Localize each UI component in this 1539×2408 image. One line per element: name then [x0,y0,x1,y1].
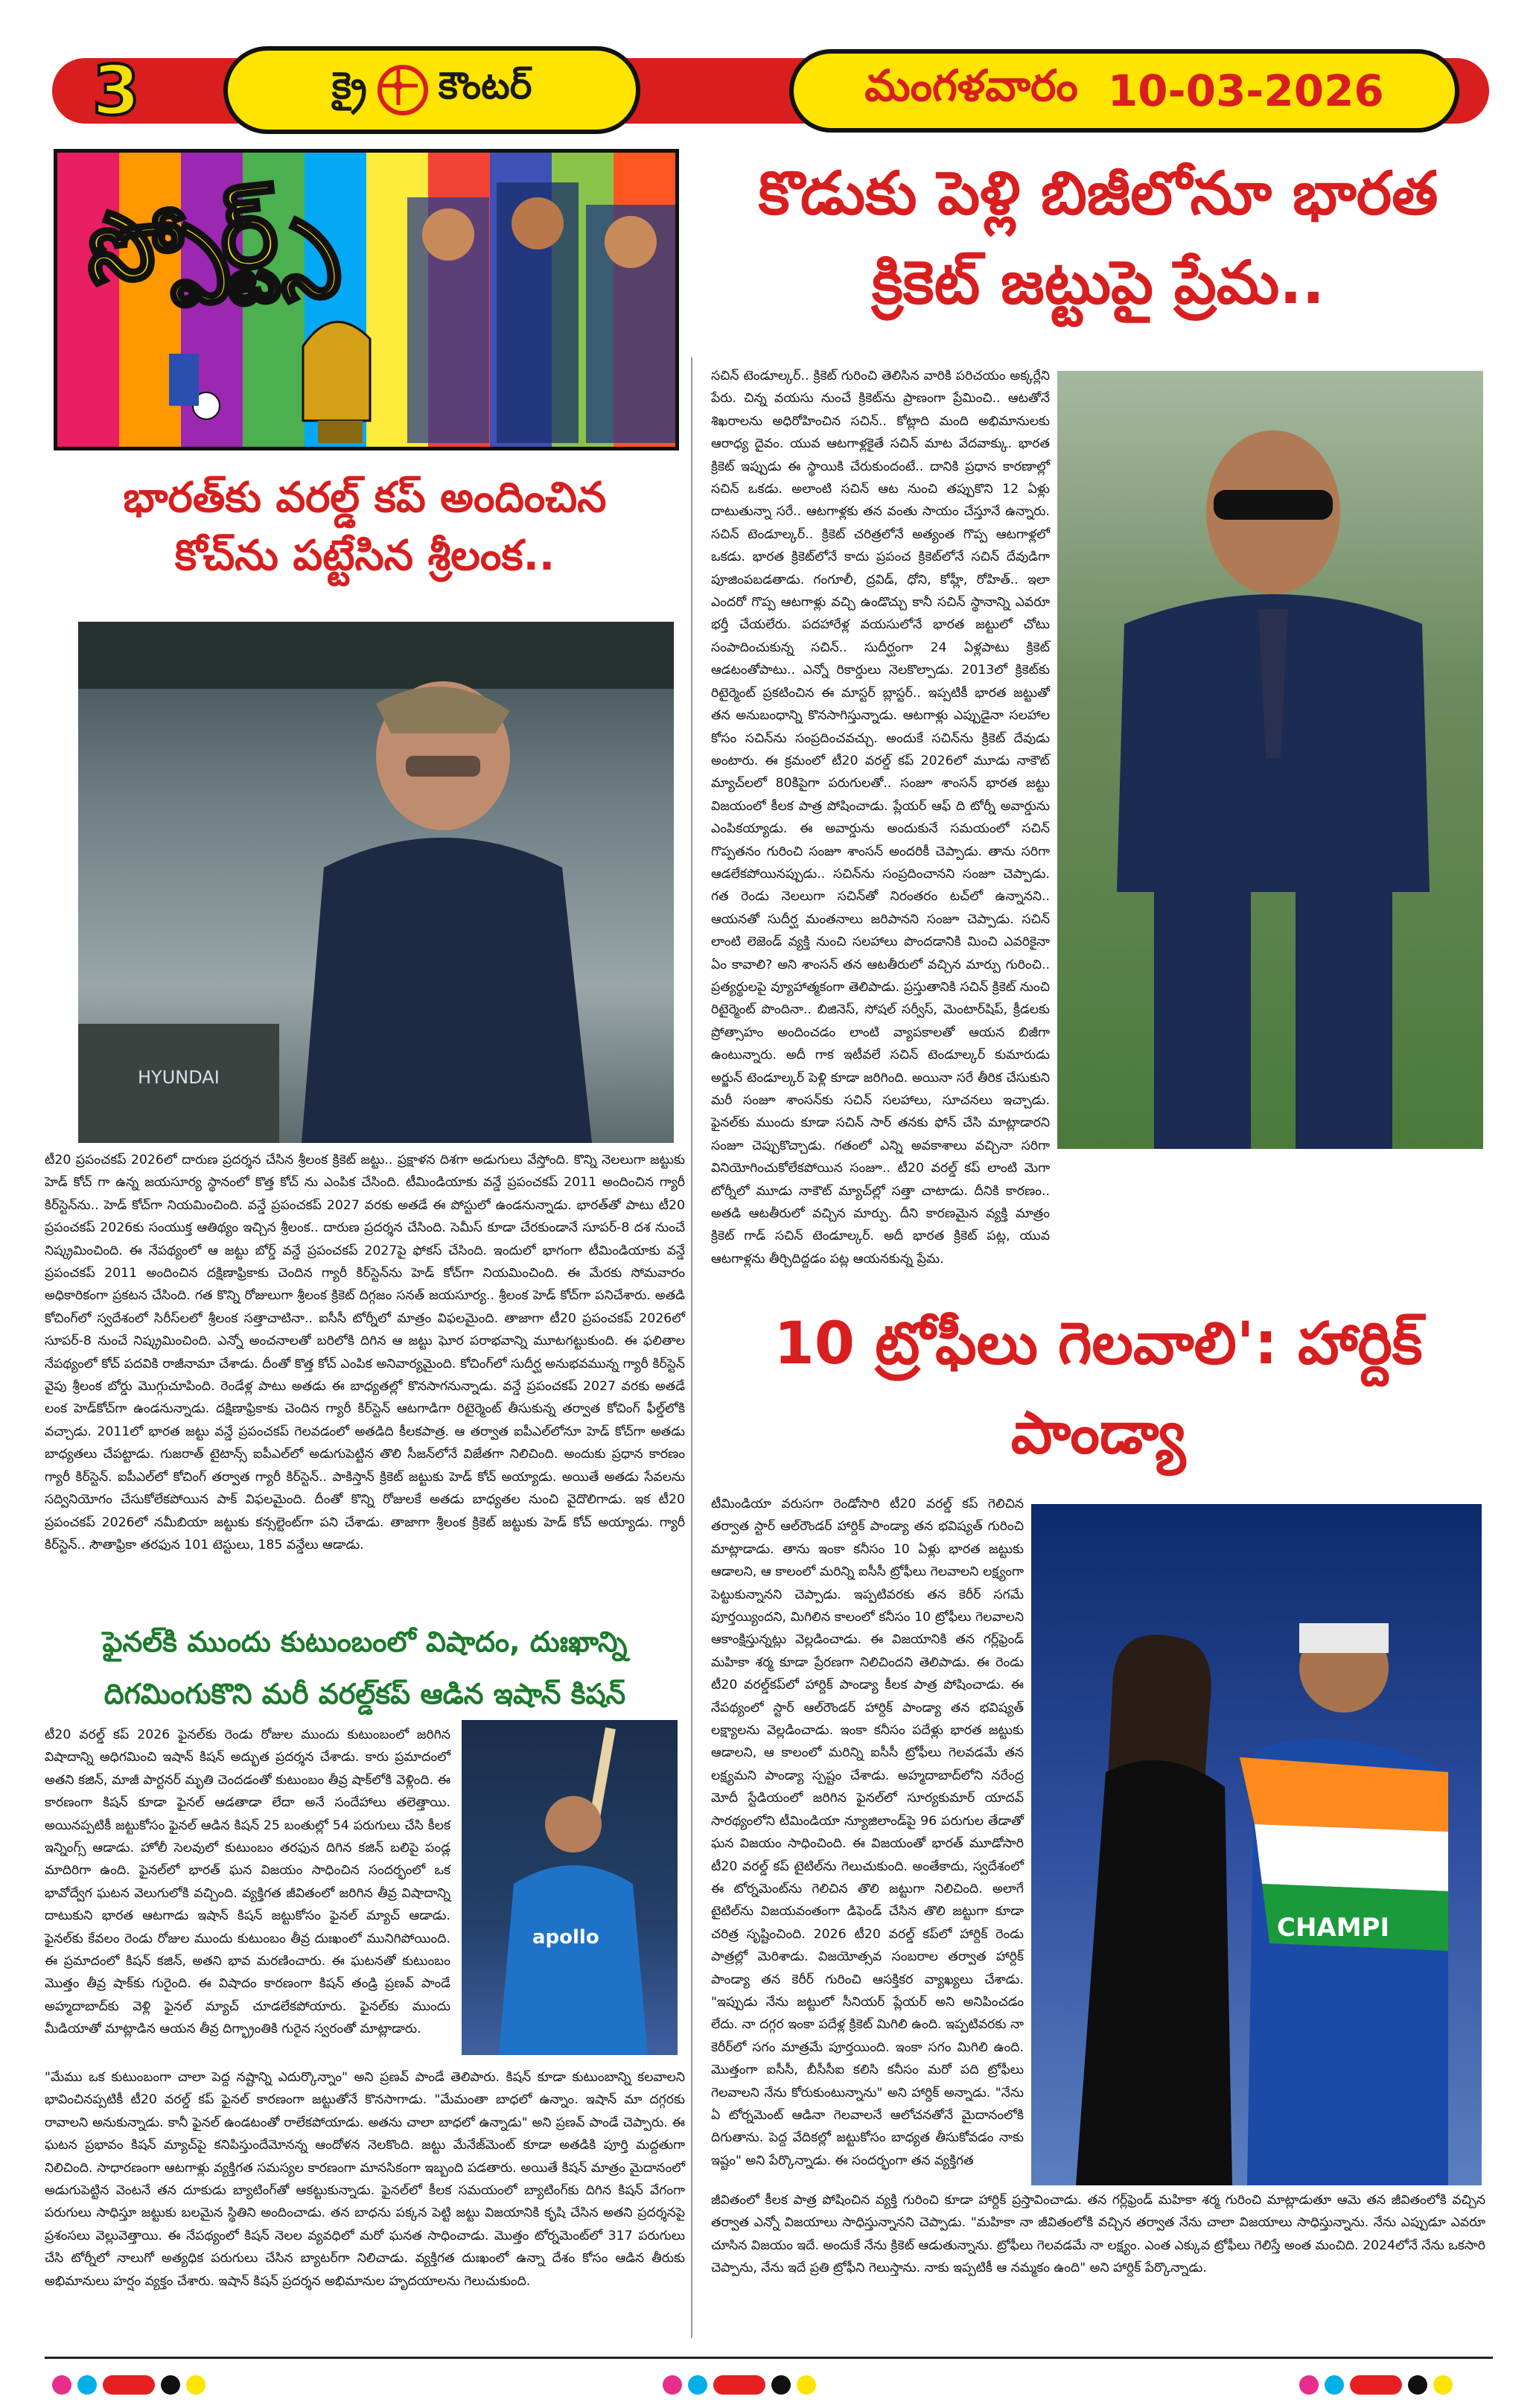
story2-photo-figure [462,1720,678,2055]
story1-headline [45,469,685,585]
masthead-logo [223,46,640,134]
story2-headline [45,1616,685,1720]
story3-headline-line2: క్రికెట్ జట్టుపై ప్రేమ.. [871,248,1325,317]
story1-photo-sign: HYUNDAI [138,1067,220,1088]
story1-photo [78,622,674,1143]
story2-headline-line2: దిగమింగుకొని మరీ వరల్డ్‌కప్ ఆడిన ఇషాన్ కిషన్ [103,1678,626,1710]
story3-photo-figure [1057,371,1483,1149]
story2-body-part2: "మేము ఒక కుటుంబంగా చాలా పెద్ద నష్టాన్ని ఎదుర్కొన్నాం" అని ప్రణవ్ పాండే తెలిపారు. కిషన్ కూడా కుటుంబాన్ని కలవాలని భావించినప్పటికీ టీ20 వరల్డ్ కప్ ఫైనల్ కారణంగా జట్టుతోనే కొనసాగాడు. "మేమంతా బాధలో ఉన్నాం. ఇషాన్ మా దగ్గరకు రావాలని అనుకున్నాడు. కానీ ఫైనల్ ఉండటంతో రాలేకపోయాడు. అతను చాలా బాధలో ఉన్నాడు" అని ప్రణవ్ పాండే చెప్పారు. ఈ ఘటన ప్రభావం కిషన్ మ్యాచ్‌పై కనిపిస్తుందేమోనన్న ఆందోళన నెలకొంది. జట్టు మేనేజ్‌మెంట్ కూడా అతడికి పూర్తి మద్దతుగా నిలిచింది. సాధారణంగా ఆటగాళ్లు వ్యక్తిగత సమస్యల కారణంగా మానసికంగా ఇబ్బంది పడతారు. అయితే కిషన్ మాత్రం మైదానంలో అడుగుపెట్టిన వెంటనే తన దూకుడు బ్యాటింగ్‌తో ఆకట్టుకున్నాడు. ఫైనల్‌లో కీలక సమయంలో బ్యాటింగ్‌కు దిగిన కిషన్ వేగంగా పరుగులు సాధిస్తూ జట్టుకు బలమైన స్థితిని అందించాడు. తన బాధను పక్కన పెట్టి జట్టు విజయానికి కృషి చేసిన అతని ప్రదర్శనపై ప్రశంసలు వెల్లువెత్తాయి. ఈ నేపథ్యంలో కిషన్ నెలల వ్యవధిలో మరో ఘనత సాధించాడు. మెుత్తం టోర్నమెంట్‌లో 317 పరుగులు చేసి టోర్నీలో నాలుగో అత్యధిక పరుగులు చేసిన బ్యాటర్‌గా నిలిచాడు. వ్యక్తిగత దుఃఖంలో ఉన్నా దేశం కోసం ఆడిన తీరుకు అభిమానులు హర్షం వ్యక్తం చేశారు. ఇషాన్ కిషన్ ప్రదర్శన అభిమానుల హృదయాలను గెలుచుకుంది. [45,2070,685,2289]
story3-body: సచిన్ టెండూల్కర్.. క్రికెట్ గురించి తెలిసిన వారికి పరిచయం అక్కర్లేని పేరు. చిన్న వయసు నుంచే క్రికెట్‌ను ప్రాణంగా ప్రేమించి.. ఆటతోనే శిఖరాలను అధిరోహించిన సచిన్.. కోట్లాది మంది అభిమానులకు ఆరాధ్య దైవం. యువ ఆటగాళ్లకైతే సచిన్ మాట వేదవాక్కు. భారత క్రికెట్ ఇప్పుడు ఈ స్థాయికి చేరుకుందంటే.. దానికి ప్రధాన కారణాల్లో సచిన్ ఒకడు. అలాంటి సచిన్ ఆట నుంచి తప్పుకొని 12 ఏళ్లు దాటుతున్నా సరే.. ఆటగాళ్లకు తన వంతు సాయం చేస్తూనే ఉన్నారు. సచిన్ టెండూల్కర్.. క్రికెట్ చరిత్రలోనే అత్యంత గొప్ప ఆటగాళ్లలో ఒకడు. భారత క్రికెట్‌లోనే కాదు ప్రపంచ క్రికెట్‌లోనే సచిన్ దేవుడిగా పూజింపబడతాడు. గంగూలీ, ద్రవిడ్, ధోని, కోహ్లీ, రోహిత్.. ఇలా ఎందరో గొప్ప ఆటగాళ్లు వచ్చి ఉండొచ్చు కానీ సచిన్ స్థానాన్ని ఎవరూ భర్తీ చేయలేరు. పదహారేళ్ల వయసులోనే భారత జట్టులో చోటు సంపాదించుకున్న సచిన్.. సుదీర్ఘంగా 24 ఏళ్లపాటు క్రికెట్ ఆడటంతోపాటు.. ఎన్నో రికార్డులు నెలకొల్పాడు. 2013లో క్రికెట్‌కు రిటైర్మెంట్ ప్రకటించిన ఈ మాస్టర్ బ్లాస్టర్.. ఇప్పటికీ భారత జట్టుతో తన అనుబంధాన్ని కొనసాగిస్తున్నాడు. ఆటగాళ్లు ఎప్పుడైనా సలహాల కోసం సచిన్‌ను సంప్రదించవచ్చు. అందుకే సచిన్‌ను క్రికెట్ దేవుడు అంటారు. ఈ క్రమంలో టీ20 వరల్డ్ కప్ 2026లో మూడు నాకౌట్ మ్యాచ్‌లలో 80కిపైగా పరుగులతో.. సంజూ శాంసన్ భారత జట్టు విజయంలో కీలక పాత్ర పోషించాడు. ప్లేయర్ ఆఫ్ ది టోర్నీ అవార్డును ఎంపికయ్యాడు. ఈ అవార్డును అందుకునే సమయంలో సచిన్ గొప్పతనం గురించి సంజూ శాంసన్ అందరికీ చెప్పాడు. తాను సరిగా ఆడలేకపోయినప్పుడు.. సచిన్‌ను సంప్రదించానని సంజూ చెప్పాడు. గత రెండు నెలలుగా సచిన్‌తో నిరంతరం టచ్‌లో ఉన్నానని.. ఆయనతో సుదీర్ఘ మంతనాలు జరిపానని సంజూ చెప్పాడు. సచిన్ లాంటి లెజెండ్ వ్యక్తి నుంచి సలహాలు పొందడానికి మించి ఎవరికైనా ఏం కావాలి? అని శాంసన్ తన ఆటతీరులో వచ్చిన మార్పు గురించి.. ప్రత్యర్థులపై వ్యూహాత్మకంగా తెలిపాడు. ప్రస్తుతానికి సచిన్ క్రికెట్ నుంచి రిటైర్మెంట్ పొందినా.. బిజినెస్, సోషల్ సర్వీస్, మెంటార్‌షిప్, క్రీడలకు ప్రోత్సాహం అందించడం లాంటి వ్యాపకాలతో ఆయన బిజీగా ఉంటున్నారు. అదీ గాక ఇటీవలే సచిన్ టెండూల్కర్ కుమారుడు అర్జున్ టెండూల్కర్ పెళ్లి కూడా జరిగింది. అయినా సరే తీరిక చేసుకుని మరీ సంజూ శాంసన్‌కు సచిన్ సలహాలు, సూచనలు ఇచ్చాడు. ఫైనల్‌కు ముందు కూడా సచిన్ సార్ తనకు ఫోన్ చేసి మాట్లాడారని సంజూ చెప్పుకొచ్చాడు. గతంలో ఎన్ని అవకాశాలు వచ్చినా సరిగా వినియోగించుకోలేకపోయిన సంజూ.. టీ20 వరల్డ్ కప్ లాంటి మెగా టోర్నీలో మూడు నాకౌట్ మ్యాచ్‌ల్లో సత్తా చాటాడు. దీనికి కారణం.. అతడి ఆటతీరులో వచ్చిన మార్పు. దీని కారణమైన వ్యక్తి మాత్రం క్రికెట్ గాడ్ సచిన్ టెండూల్కర్. అదీ భారత క్రికెట్ పట్ల, యువ ఆటగాళ్లను తీర్చిదిద్దడం పట్ల ఆయనకున్న ప్రేమ. [711,369,1050,1267]
story2-body-part1: టీ20 వరల్డ్ కప్ 2026 ఫైనల్‌కు రెండు రోజుల ముందు కుటుంబంలో జరిగిన విషాదాన్ని అధిగమించి ఇషాన్ కిషన్ అద్భుత ప్రదర్శన చేశాడు. కారు ప్రమాదంలో అతని కజిన్, మాజీ పార్టనర్ మృతి చెందడంతో కుటుంబం తీవ్ర షాక్‌లోకి వెళ్లింది. ఈ కారణంగా కిషన్ కూడా ఫైనల్ ఆడతాడా లేదా అనే సందేహాలు తలెత్తాయి. అయినప్పటికీ జట్టుకోసం ఫైనల్ ఆడిన కిషన్ 25 బంతుల్లో 54 పరుగులు చేసి కీలక ఇన్నింగ్స్ ఆడాడు. హోలీ సెలవులో కుటుంబం తరఫున దిగిన కజిన్ బలిపై పండ్ల మాదిరిగా ఉంది. ఫైనల్‌లో భారత్ ఘన విజయం సాధించిన సందర్భంలో ఒక భావోద్వేగ ఘటన వెలుగులోకి వచ్చింది. వ్యక్తిగత జీవితంలో జరిగిన తీవ్ర విషాదాన్ని దాటుకుని భారత ఆటగాడు ఇషాన్ కిషన్ జట్టుకోసం ఫైనల్ మ్యాచ్ ఆడాడు. ఫైనల్‌కు కేవలం రెండు రోజుల ముందు కుటుంబం తీవ్ర దుఃఖంలో మునిగిపోయింది. ఈ ప్రమాదంలో కిషన్ కజిన్, అతని భావ మరణించారు. ఈ ఘటనతో కుటుంబం మొత్తం తీవ్ర షాక్‌కు గురైంది. ఈ విషాదం కారణంగా కిషన్ తండ్రి ప్రణవ్ పాండే అహ్మదాబాద్‌కు వెళ్లి ఫైనల్ మ్యాచ్ చూడలేకపోయారు. ఫైనల్‌కు ముందు మీడియాతో మాట్లాడిన ఆయన తీవ్ర దిగ్భ్రాంతికి గురైన స్వరంతో మాట్లాడారు. [45,1727,450,2037]
story2-photo [462,1720,678,2055]
footer-rule [45,2357,1493,2359]
story2-jersey-sponsor: apollo [532,1926,599,1949]
story4-headline [696,1299,1500,1478]
day-label: మంగళవారం [864,60,1078,111]
page-number: 3 [92,51,140,130]
banner-title: స్పోర్ట్స్ [80,170,337,306]
story1-headline-line2: కోచ్‌ను పట్టేసిన శ్రీలంక.. [174,532,555,580]
story4-body-part2: జీవితంలో కీలక పాత్ర పోషించిన వ్యక్తి గురించి కూడా హార్దిక్ ప్రస్తావించాడు. తన గర్ల్‌ఫ్రెండ్ మహికా శర్మ గురించి మాట్లాడుతూ ఆమె తన జీవితంలోకి వచ్చిన తర్వాత ఎన్నో విజయాలు సాధిస్తున్నానని చెప్పాడు. "మహికా నా జీవితంలోకి వచ్చిన తర్వాత నేను చాలా విజయాలు సాధిస్తున్నాను. నేను ఎప్పుడూ ఎవరూ చూసిన విజయం ఇదే. అందుకే నేను క్రికెట్ ఆడుతున్నాను. ట్రోఫీలు గెలవడమే నా లక్ష్యం. ఎంత ఎక్కువ ట్రోఫీలు గెలిస్తే అంత మంచిది. 2024లోనే నేను ఒకసారి చెప్పాను, నేను ఇదే ప్రతి ట్రోఫీని గెలుస్తాను. నాకు ఇప్పటికీ ఆ నమ్మకం ఉంది" అని హార్దిక్ పేర్కొన్నాడు. [711,2193,1485,2276]
logo-right-text: కౌంటర్ [438,63,532,107]
story1-photo-figure [78,622,674,1143]
date-label: 10-03-2026 [1107,66,1384,116]
logo-left-text: క్రై [331,63,367,107]
column-divider [691,357,692,2338]
story1-body: టీ20 ప్రపంచకప్ 2026లో దారుణ ప్రదర్శన చేసిన శ్రీలంక క్రికెట్ జట్టు.. ప్రక్షాళన దిశగా అడుగులు వేస్తోంది. కొన్ని నెలలుగా జట్టుకు హెడ్ కోచ్ గా ఉన్న జయసూర్య స్థానంలో కొత్త కోచ్ ను ఎంపిక చేసింది. టీమిండియాకు వన్డే ప్రపంచకప్ 2011 అందించిన గ్యారీ కిర్‌స్టెన్‌ను.. హెడ్ కోచ్‌గా నియమించింది. వన్డే ప్రపంచకప్ 2027 వరకు అతడే ఈ పోస్టులో ఉండనున్నాడు. భారత్‌తో పాటు టీ20 ప్రపంచకప్ 2026కు సంయుక్త ఆతిథ్యం ఇచ్చిన శ్రీలంక.. దారుణ ప్రదర్శన చేసింది. సెమీస్ కూడా చేరకుండానే సూపర్-8 దశ నుంచే నిష్క్రమించింది. ఈ నేపథ్యంలో ఆ జట్టు బోర్డ్ వన్డే ప్రపంచకప్ 2027పై ఫోకస్ చేసింది. ఇందులో భాగంగా టీమిండియాకు వన్డే ప్రపంచకప్ 2011 అందించిన దక్షిణాఫ్రికాకు చెందిన గ్యారీ కిర్‌స్టెన్‌ను హెడ్ కోచ్‌గా నియమించింది. ఈ మేరకు సోమవారం అధికారికంగా ప్రకటన చేసింది. గత కొన్ని రోజులుగా శ్రీలంక క్రికెట్ దిగ్గజం సనత్ జయసూర్య.. శ్రీలంక హెడ్ కోచ్‌గా పనిచేశారు. అతడి కోచింగ్‌లో స్వదేశంలో సిరీస్‌లలో శ్రీలంక సత్తాచాటినా.. ఐసీసీ టోర్నీలో మాత్రం విఫలమైంది. తాజాగా టీ20 ప్రపంచకప్ 2026లో సూపర్-8 నుంచే నిష్క్రమించింది. ఎన్నో అంచనాలతో బరిలోకి దిగిన ఆ జట్టు ఘోర పరాభవాన్ని మూటగట్టుకుంది. ఈ ఫలితాల నేపథ్యంలో కోచ్ పదవికి రాజీనామా చేశాడు. దీంతో కొత్త కోచ్ ఎంపిక అనివార్యమైంది. కోచింగ్‌లో సుదీర్ఘ అనుభవమున్న గ్యారీ కిర్‌స్టెన్ వైపు శ్రీలంక బోర్డు మొగ్గుచూపింది. రెండేళ్ల పాటు అతడు ఈ బాధ్యతల్లో కొనసాగనున్నాడు. వన్డే ప్రపంచకప్ 2027 వరకు అతడే లంక హెడ్‌కోచ్‌గా ఉండనున్నాడు. దక్షిణాఫ్రికాకు చెందిన గ్యారీ కిర్‌స్టెన్ ఆటగాడిగా రిటైర్మెంట్ తీసుకున్న తర్వాత కోచింగ్ ఫీల్డ్‌లోకి వచ్చాడు. 2011లో భారత జట్టు వన్డే ప్రపంచకప్ గెలవడంలో అతడిది కీలకపాత్ర. ఆ తర్వాత ఐపీఎల్‌లోనూ హెడ్ కోచ్‌గా అతడు బాధ్యతలు చేపట్టాడు. గుజరాత్ టైటాన్స్ ఐపీఎల్‌లో అడుగుపెట్టిన తొలి సీజన్‌లోనే విజేతగా నిలిచింది. అందుకు ప్రధాన కారణం గ్యారీ కిర్‌స్టెన్. ఐపీఎల్‌లో కోచింగ్ తర్వాత గ్యారీ కిర్‌స్టెన్.. పాకిస్తాన్ క్రికెట్ జట్టుకు హెడ్ కోచ్ అయ్యాడు. అయితే అతడు సేవలను సద్వినియోగం చేసుకోలేకపోయిన పాక్ విఫలమైంది. దీంతో కొన్ని రోజులకే అతడు బాధ్యతల నుంచి వైదొలిగాడు. ఇక టీ20 ప్రపంచకప్ 2026లో నమీబియా జట్టుకు కన్సల్టెంట్‌గా పని చేశాడు. తాజాగా శ్రీలంక క్రికెట్ జట్టుకు హెడ్ కోచ్ అయ్యాడు. గ్యారీ కిర్‌స్టెన్.. సౌతాఫ్రికా తరఫున 101 టెస్టులు, 185 వన్డేలు ఆడాడు. [45,1153,685,1552]
sports-banner [54,149,679,450]
story2-headline-line1: ఫైనల్‌కి ముందు కుటుంబంలో విషాదం, దుఃఖాన్ని [102,1625,628,1658]
story4-headline-line2: పాండ్యా [1010,1400,1186,1467]
story3-headline-line1: కొడుకు పెళ్లి బిజీలోనూ భారత [758,159,1438,228]
story3-photo [1057,371,1483,1149]
story4-photo-figure [1031,1504,1482,2185]
story4-headline-line1: 10 ట్రోఫీలు గెలవాలి': హార్దిక్ [774,1310,1423,1377]
crosshair-icon [377,65,428,115]
registration-marks-center [663,2375,816,2395]
story4-body-part1: టీమిండియా వరుసగా రెండోసారి టీ20 వరల్డ్ కప్ గెలిచిన తర్వాత స్టార్ ఆల్‌రౌండర్ హార్దిక్ పాండ్యా తన భవిష్యత్ గురించి మాట్లాడాడు. తాను ఇంకా కనీసం 10 ఏళ్లు భారత జట్టుకు ఆడాలని, ఆ కాలంలో మరిన్ని ఐసీసీ ట్రోఫీలు గెలవాలని లక్ష్యంగా పెట్టుకున్నానని చెప్పాడు. ఇప్పటివరకు తన కెరీర్ సగమే పూర్తయ్యిందని, మిగిలిన కాలంలో కనీసం 10 ట్రోఫీలు గెలవాలని ఆకాంక్షిస్తున్నట్లు వెల్లడించాడు. ఈ విజయానికి తన గర్ల్‌ఫ్రెండ్ మహికా శర్మ కూడా ప్రేరణగా నిలిచిందని తెలిపాడు. ఈ రెండు టీ20 వరల్డ్‌కప్‌లో హార్దిక్ పాండ్యా కీలక పాత్ర పోషించాడు. ఈ నేపథ్యంలో స్టార్ ఆల్‌రౌండర్ హార్దిక్ పాండ్యా తన భవిష్యత్ లక్ష్యాలను వెల్లడించాడు. ఇంకా కనీసం పదేళ్లు భారత జట్టుకు ఆడాలని, ఆ కాలంలో మరిన్ని ఐసీసీ ట్రోఫీలు గెలవడమే తన లక్ష్యమని పాండ్యా స్పష్టం చేశాడు. అహ్మదాబాద్‌లోని నరేంద్ర మోదీ స్టేడియంలో జరిగిన ఫైనల్‌లో సూర్యకుమార్ యాదవ్ సారథ్యంలోని టీమిండియా న్యూజిలాండ్‌పై 96 పరుగుల తేడాతో ఘన విజయం సాధించింది. ఈ విజయంతో భారత్ మూడోసారి టీ20 వరల్డ్ కప్ టైటిల్‌ను గెలుచుకుంది. అంతేకాదు, స్వదేశంలో ఈ టోర్నమెంట్‌ను గెలిచిన తొలి జట్టుగా నిలిచింది. అలాగే టైటిల్‌ను విజయవంతంగా డిఫెండ్ చేసిన తొలి జట్టుగా కూడా చరిత్ర సృష్టించింది. 2026 టీ20 వరల్డ్ కప్‌లో హార్దిక్ రెండు పాత్రల్లో మెరిశాడు. విజయోత్సవ సంబరాల తర్వాత హార్దిక్ పాండ్యా తన కెరీర్ గురించి ఆసక్తికర వ్యాఖ్యలు చేశాడు. "ఇప్పుడు నేను జట్టులో సీనియర్ ప్లేయర్ అని అనిపించడం లేదు. నా దగ్గర ఇంకా పదేళ్ల క్రికెట్ మిగిలి ఉంది. ఇప్పటివరకు నా కెరీర్‌లో సగం మాత్రమే పూర్తయింది. ఇంకా సగం మిగిలి ఉంది. మొత్తంగా ఐసీసీ, బీసీసీఐ కలిసి కనీసం మరో పది ట్రోఫీలు గెలవాలని నేను కోరుకుంటున్నాను" అని హార్దిక్ అన్నాడు. "నేను ఏ టోర్నమెంట్ ఆడినా గెలవాలనే ఆలోచనతోనే మైదానంలోకి దిగుతాను. పెద్ద వేదికల్లో జట్టుకోసం బాధ్యత తీసుకోవడం నాకు ఇష్టం" అని పేర్కొన్నాడు. ఈ సందర్భంగా తన వ్యక్తిగత [711,1497,1024,2168]
dateline [789,49,1459,133]
registration-marks-left [52,2375,205,2395]
story1-headline-line1: భారత్‌కు వరల్డ్ కప్ అందించిన [123,474,607,522]
story3-headline [696,149,1500,328]
story4-photo [1031,1504,1482,2185]
story4-jersey-text: CHAMPI [1277,1913,1390,1943]
registration-marks-right [1299,2375,1453,2395]
